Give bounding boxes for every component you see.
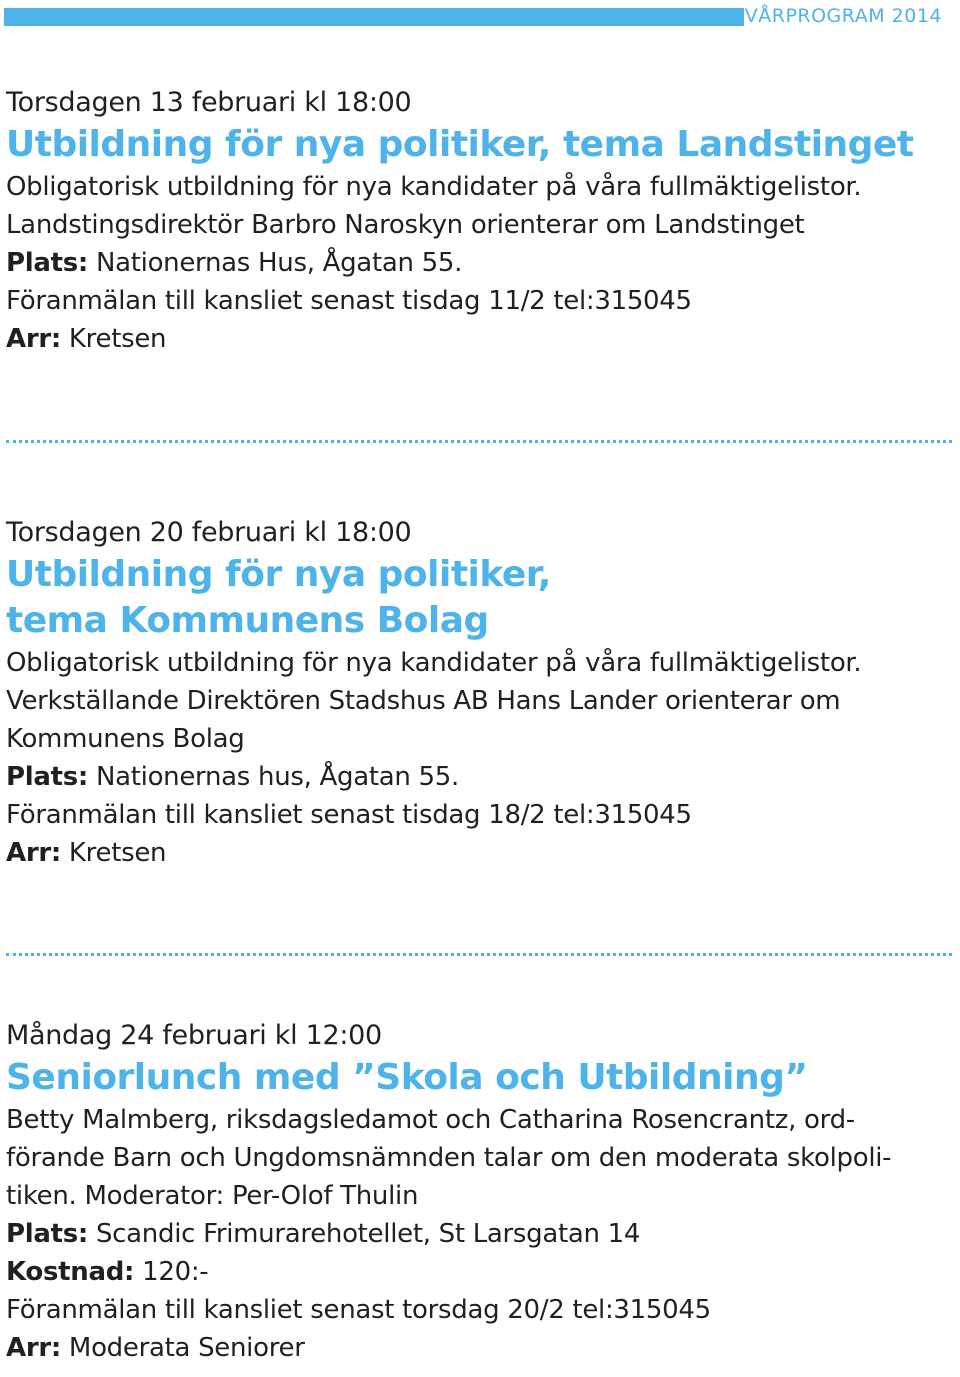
event-description-line: Obligatorisk utbildning för nya kandidater på våra fullmäktigelistor. xyxy=(6,648,862,678)
event-description-line: förande Barn och Ungdomsnämnden talar om den moderata skolpoli- xyxy=(6,1143,892,1173)
event-registration: Föranmälan till kansliet senast tisdag 11/2 tel:315045 xyxy=(6,286,692,316)
event-organizer xyxy=(6,1329,951,1367)
event-place xyxy=(6,244,951,282)
event-registration: Föranmälan till kansliet senast torsdag 20/2 tel:315045 xyxy=(6,1295,711,1325)
event-title: Utbildning för nya politiker, tema Landstinget xyxy=(6,124,914,165)
event-description-line: Kommunens Bolag xyxy=(6,724,245,754)
event-place xyxy=(6,1215,951,1253)
event-description-line: Betty Malmberg, riksdagsledamot och Catharina Rosencrantz, ord- xyxy=(6,1105,855,1135)
event-organizer xyxy=(6,834,951,872)
event-description-line: tiken. Moderator: Per-Olof Thulin xyxy=(6,1181,419,1211)
header-bar xyxy=(4,8,744,26)
organizer-value: Kretsen xyxy=(60,838,167,868)
cost-value: 120:- xyxy=(134,1257,209,1287)
event-title: Utbildning för nya politiker, xyxy=(6,554,551,595)
section-divider xyxy=(6,440,952,443)
event-2 xyxy=(6,514,951,872)
organizer-value: Kretsen xyxy=(60,324,167,354)
event-cost xyxy=(6,1253,951,1291)
organizer-label: Arr: xyxy=(6,324,61,354)
event-date: Torsdagen 13 februari kl 18:00 xyxy=(6,87,412,118)
event-3 xyxy=(6,1017,951,1367)
place-value: Nationernas Hus, Ågatan 55. xyxy=(88,248,463,278)
event-place xyxy=(6,758,951,796)
event-description-line: Landstingsdirektör Barbro Naroskyn orienterar om Landstinget xyxy=(6,210,805,240)
section-divider xyxy=(6,953,952,956)
event-1 xyxy=(6,84,951,358)
place-label: Plats: xyxy=(6,1219,89,1249)
event-date: Torsdagen 20 februari kl 18:00 xyxy=(6,517,412,548)
event-date: Måndag 24 februari kl 12:00 xyxy=(6,1020,382,1051)
place-value: Scandic Frimurarehotellet, St Larsgatan 14 xyxy=(88,1219,641,1249)
place-label: Plats: xyxy=(6,248,89,278)
place-label: Plats: xyxy=(6,762,89,792)
event-organizer xyxy=(6,320,951,358)
event-description-line: Obligatorisk utbildning för nya kandidater på våra fullmäktigelistor. xyxy=(6,172,862,202)
organizer-value: Moderata Seniorer xyxy=(60,1333,305,1363)
organizer-label: Arr: xyxy=(6,838,61,868)
program-label: VÅRPROGRAM 2014 xyxy=(744,5,942,27)
event-title: tema Kommunens Bolag xyxy=(6,600,489,641)
organizer-label: Arr: xyxy=(6,1333,61,1363)
place-value: Nationernas hus, Ågatan 55. xyxy=(88,762,459,792)
event-title: Seniorlunch med ”Skola och Utbildning” xyxy=(6,1057,808,1098)
event-description-line: Verkställande Direktören Stadshus AB Hans Lander orienterar om xyxy=(6,686,841,716)
event-registration: Föranmälan till kansliet senast tisdag 18/2 tel:315045 xyxy=(6,800,692,830)
cost-label: Kostnad: xyxy=(6,1257,135,1287)
